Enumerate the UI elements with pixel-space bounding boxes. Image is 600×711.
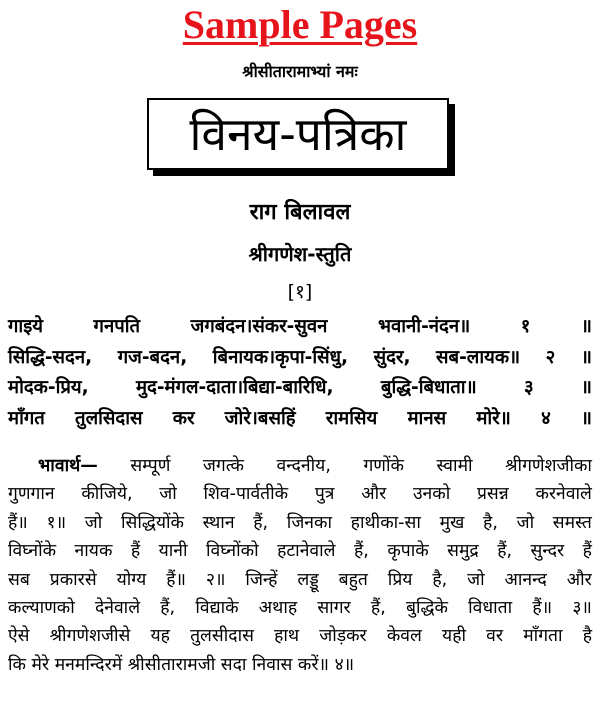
commentary-word: कृपाके [387,541,429,562]
section-heading: श्रीगणेश-स्तुति [248,242,352,266]
commentary-word: देनेवाले [94,598,141,619]
sample-pages-banner: Sample Pages [182,2,418,47]
commentary-word: सागर [317,598,351,619]
commentary-word: स्थान [202,512,235,533]
commentary-word: जगत्के [202,456,244,476]
commentary-word: यही [442,626,467,647]
verse-word: ॥ [580,377,592,398]
verse-word: जगबंदन।संकर-सुवन [190,316,328,337]
commentary-word: अथाह [258,598,298,619]
commentary-word: जिन्हें [245,569,278,590]
commentary-word: शिव-पार्वतीके [203,484,289,505]
verse-number: [१] [287,281,313,303]
verse-line [8,343,592,374]
commentary-word: स्वामी [436,456,473,476]
commentary-word: कीजिये, [81,484,133,505]
verse-word: ॥ [580,346,592,368]
commentary-word: गुणगान [8,484,55,505]
verse-word: जोरे।बसहिं [224,407,296,429]
commentary-word: हैं, [253,512,269,533]
commentary-word: सिद्धियोंके [120,512,184,533]
commentary-word: वर [486,626,504,647]
commentary-line [8,566,592,594]
title-box [147,98,449,170]
commentary-word: विद्याके [195,598,239,619]
commentary-line [8,537,592,565]
commentary-word: उनको [412,484,451,505]
verse-word: बुद्धि-बिधाता॥ [380,377,477,398]
verse-word: सिद्धि-सदन, [8,346,93,368]
commentary-word: ऐसे [8,626,30,647]
commentary-word: वन्दनीय, [276,456,331,476]
commentary-word: केवल [386,626,422,647]
verse-word: मोदक-प्रिय, [8,377,89,398]
commentary-word: और [566,569,592,590]
commentary-word: प्रिय [387,569,413,590]
commentary-word: प्रकारसे [49,569,97,590]
commentary-word: है, [483,512,498,533]
commentary-word: विघ्नोंके [8,541,57,562]
verse-word: २ [545,346,556,368]
commentary-word: हैं [130,541,141,562]
commentary-line [8,622,592,650]
commentary-word: है [582,626,592,647]
commentary-word: जोड़कर [319,626,367,647]
commentary-word: सम्पूर्ण [130,456,171,476]
invocation-line: श्रीसीतारामाभ्यां नमः [242,62,358,81]
commentary-word: गणोंके [363,456,404,476]
commentary-word: हैं, [160,598,176,619]
commentary-word: तुलसीदास [190,626,254,647]
page-title: विनय-पत्रिका [189,107,407,161]
commentary-word: हैं, [354,541,369,562]
raga-heading: राग बिलावल [249,200,351,225]
verse-word: १ [520,316,531,337]
verse-word: ३ [523,377,534,398]
commentary-word: सब [8,569,30,590]
commentary-word: है, [432,569,448,590]
verse-word: बिनायक।कृपा-सिंधु, [212,346,349,368]
verse-word: गज-बदन, [117,346,188,368]
commentary-word: हैं, [497,541,513,562]
commentary-word: सुन्दर [530,541,565,562]
verse-word: रामसिय [325,407,378,429]
verse-word: ॥ [580,407,592,429]
commentary-word: १॥ [46,512,67,533]
commentary-word: समस्त [552,512,592,533]
commentary-word: बुद्धिके [405,598,448,619]
verse-word: गाइये [8,316,44,337]
commentary-word: मुख [439,512,465,533]
commentary-word: लड्डू [297,569,319,590]
verse-block [8,312,592,434]
commentary-word: नायक [74,541,113,562]
verse-word: सुंदर, [373,346,411,368]
commentary-word: आनन्द [504,569,547,590]
verse-line [8,404,592,435]
commentary-lead: भावार्थ— [38,456,98,476]
commentary-word: पुत्र [314,484,335,505]
commentary-word: श्रीगणेशजीका [505,456,592,476]
verse-word: मुद-मंगल-दाता।बिद्या-बारिधि, [135,377,334,398]
verse-word: ४ [541,407,551,429]
commentary-word: ३॥ [572,598,592,619]
commentary-word: हाथीका-सा [350,512,421,533]
commentary-line [8,480,592,508]
verse-word: तुलसिदास [75,407,143,429]
commentary-word: हैं॥ [8,512,28,533]
verse-word: कर [172,407,195,429]
commentary-word: २॥ [205,569,226,590]
commentary-word: योग्य [116,569,147,590]
commentary-word: जो [159,484,177,505]
commentary-line [8,452,592,480]
commentary-line [8,651,592,679]
commentary-word: बहुत [338,569,368,590]
verse-word: भवानी-नंदन॥ [377,316,471,337]
commentary-word: माँगता [523,626,563,647]
commentary-word: प्रसन्न [476,484,509,505]
commentary-word: हैं, [370,598,386,619]
commentary-block [8,452,592,679]
verse-word: गनपति [93,316,141,337]
verse-word: सब-लायक॥ [436,346,521,368]
commentary-word: कि मेरे मनमन्दिरमें श्रीसीतारामजी सदा निवास करें॥ ४॥ [8,654,355,675]
commentary-word: कल्याणको [8,598,75,619]
commentary-word: जो [516,512,535,533]
commentary-word: समुद्र [447,541,479,562]
commentary-word: हटानेवाले [277,541,336,562]
commentary-word: विघ्नोंको [205,541,259,562]
commentary-word: हाथ [274,626,300,647]
commentary-word: यह [150,626,170,647]
verse-word: ॥ [580,316,592,337]
verse-line [8,373,592,404]
commentary-word: हैं [582,541,592,562]
verse-word: मानस [407,407,447,429]
commentary-word: जो [467,569,485,590]
commentary-word: जो [84,512,103,533]
verse-line [8,312,592,343]
commentary-word: और [361,484,387,505]
commentary-word: यानी [158,541,188,562]
commentary-word: जिनका [286,512,332,533]
commentary-line [8,594,592,622]
commentary-word: विधाता [468,598,513,619]
commentary-word: श्रीगणेशजीसे [49,626,131,647]
verse-word: मोरे॥ [476,407,511,429]
commentary-word: करनेवाले [535,484,592,505]
commentary-word: हैं॥ [532,598,553,619]
commentary-line [8,509,592,537]
commentary-word: हैं॥ [166,569,186,590]
verse-word: माँगत [8,407,45,429]
